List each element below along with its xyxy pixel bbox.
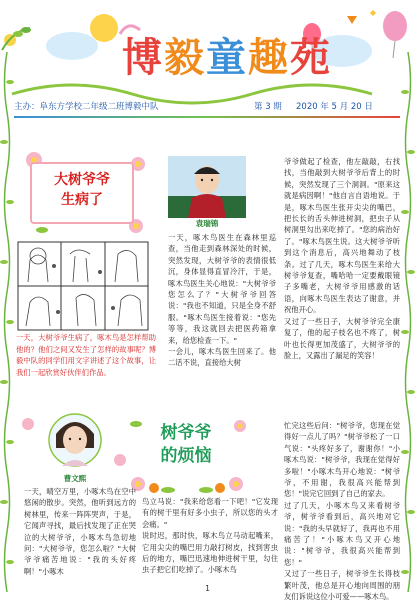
story1-title-box (30, 162, 134, 224)
title-char-2: 毅 (164, 34, 206, 81)
student-photo-2 (20, 410, 130, 474)
info-bar (14, 99, 398, 115)
page-number: 1 (204, 584, 211, 593)
title-char-3: 童 (206, 34, 248, 81)
title-char-4: 趣 (248, 34, 290, 81)
student-photo-1 (168, 156, 246, 218)
story2-column-3: 忙完这些后问："树爷爷，您现在觉得好一点儿了吗？"树爷爷松了一口气说："头疼好多了，谢谢你！"小啄木鸟说："树爷爷，我现在觉得好多啦！"小啄木鸟开心地说："树爷爷，不用谢，我很高兴能帮到您！"说完它回到了自己的家去。 过了几天，小啄木鸟又来看树爷爷，树爷爷看到后，高兴地对它说："我的头早就好了，我再也不用痛苦了！"小啄木鸟又开心地说："树爷爷，我很高兴能帮到您！" 又过了一些日子，树爷爷生长得枝繁叶茂，他总是开心地向周围的朋友们诉说这位小可爱——啄木鸟。 (284, 421, 400, 602)
story1-title-line1: 大树爷爷 (54, 172, 110, 188)
story1-column-2: 爷爷做起了检查，他左敲敲，右找找，当他敲到大树爷爷后背上的时候，突然发现了三个洞洞。"原来这就是病因啊！"他自言自语地说。于是，啄木鸟医生张开尖尖的嘴巴，把长长的舌头伸进树洞，把虫子从树洞里勾出来吃掉了。"您的病治好了。"啄木鸟医生说。这大树爷爷听到这个消息后，高兴地舞动了枝条。过了几天，啄木鸟医生来给大树爷爷复查，嘴哈哈一定要戴眼镜子多嘴老，大树爷爷用感激的话语，向啄木鸟医生表达了谢意，并祝他开心。 又过了一些日子，大树爷爷完全康复了，他的起子枝名也不疼了，树叶也长得更加茂盛了，大树爷爷的脸上，又露出了漏足的笑容！ (284, 157, 400, 360)
header-divider (14, 116, 400, 118)
newsletter-title (112, 36, 342, 80)
story2-title (136, 422, 236, 482)
issue-date: 2020 年 5 月 20 日 (296, 102, 373, 112)
story1-intro-caption: 一天，大树爷爷生病了，啄木鸟是怎样帮助他的？他们之间又发生了怎样的故事呢？博毅中队的同学们用文字讲述了这个故事，让我们一起欣赏好伙伴们作品。 (16, 333, 156, 377)
title-char-5: 苑 (290, 34, 332, 81)
story2-column-1: 一天，晴空万里，小啄木鸟在空中悠闲的散步。突然，他听到远方的树林里，传来一阵阵哭声，于是，它闻声寻找，最后找发现了正在哭泣的大树爷爷，小啄木鸟急切地问："大树爷爷，您怎么啦？"大树爷爷痛苦地说："我的头好疼啊！"小啄木 (24, 487, 136, 576)
title-char-1: 博 (122, 34, 164, 81)
issue-number: 第 3 期 (254, 102, 282, 112)
story1-column-1: 一天，啄木鸟医生在森林里巡查，当他走到森林深处的时候，突然发现，大树爷爷的表情很低沉，身体显得直冒冷汗，于是，啄木鸟医生关心地说："大树爷爷您怎么了？"大树爷爷回答说："我也不知道，只是全身不舒服。"啄木鸟医生接着说："您先等等，我这就回去把医药箱拿来，给您检查一下。" 一会儿，啄木鸟医生回来了。他二话不说，直接给大树 (168, 233, 276, 368)
vine-border-left (0, 52, 14, 592)
story2-title-line2: 的烦恼 (160, 446, 212, 466)
story2-title-line1: 树爷爷 (160, 423, 212, 443)
vine-border-right (401, 52, 415, 592)
story1-title-line2: 生病了 (61, 192, 103, 208)
comic-illustration (18, 242, 148, 330)
story1-title (32, 170, 132, 210)
masthead (12, 6, 404, 102)
story2-author-name: 曹文熙 (63, 474, 87, 483)
story2-column-2: 鸟立马说："我来给您看一下吧！"它发现有的树干里有好多小虫子，所以您的头才会痛。" 说时迟，那时快，啄木鸟立马动起嘴来，它用尖尖的嘴巴用力敲打树皮，找到害虫后的地方，嘴巴迅速地伸进树干里，勾住虫子把它们吃掉了。小啄木鸟 (142, 497, 278, 575)
publisher-text: 主办：阜东方学校二年级二班博毅中队 (14, 102, 159, 112)
story1-author-name: 袁瑞锦 (195, 219, 219, 228)
